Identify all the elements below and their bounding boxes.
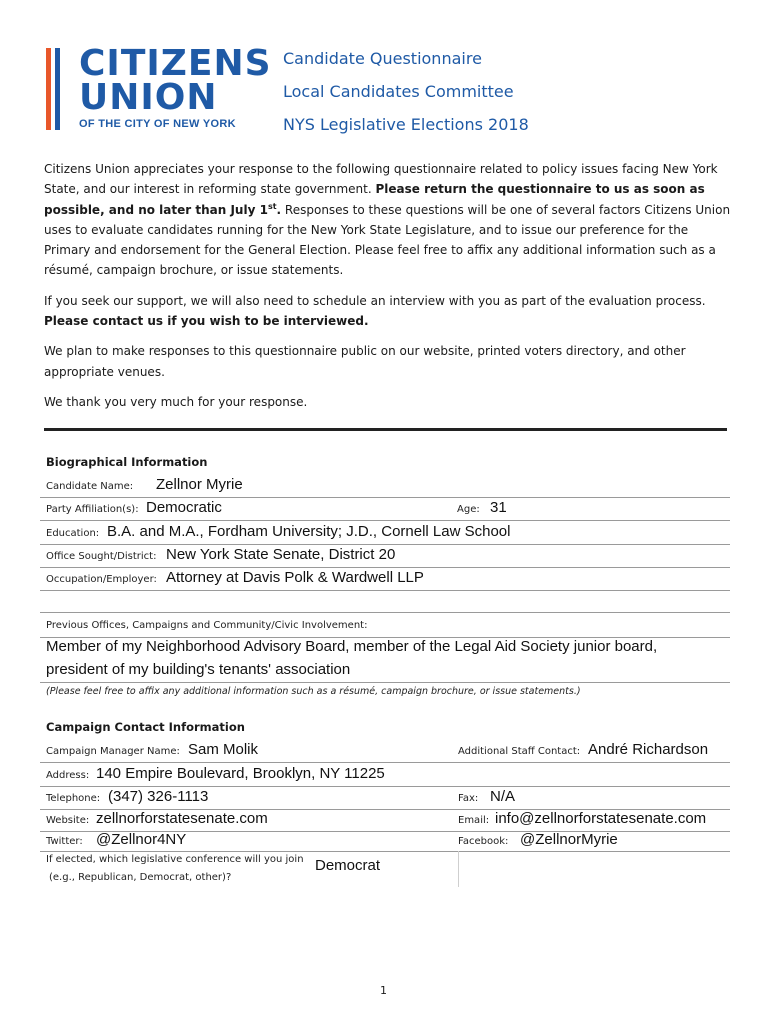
education-value[interactable]: B.A. and M.A., Fordham University; J.D., Cornell Law School — [107, 523, 511, 540]
intro-paragraph-4: We thank you very much for your response. — [44, 394, 308, 409]
document-title: Candidate Questionnaire — [283, 49, 482, 68]
section-divider — [44, 428, 727, 431]
intro-p1-bold: Please return the questionnaire to us as soon as possible, and no later than July 1 — [44, 182, 705, 217]
intro-text — [44, 159, 732, 422]
previous-label: Previous Offices, Campaigns and Community/Civic Involvement: — [46, 620, 368, 631]
facebook-label: Facebook: — [458, 836, 509, 847]
education-row — [40, 520, 730, 545]
manager-value[interactable]: Sam Molik — [188, 741, 259, 758]
previous-row-2 — [40, 660, 730, 683]
intro-paragraph-1: Citizens Union appreciates your response to the following questionnaire related to policy issues facing New York State, and our interest in reforming state government. Please return the questionnaire to us as soon as possible, and no later than July 1st. Responses to these questions will be one of several factors Citizens Union uses to evaluate candidates running for the New York State Legislature, and to issue our preference for the Primary and endorsement for the General Election. Please feel free to affix any additional information such as a résumé, campaign brochure, or issue statements. — [44, 162, 731, 278]
candidate-name-value[interactable]: Zellnor Myrie — [156, 476, 243, 493]
manager-label: Campaign Manager Name: — [46, 746, 180, 757]
office-value[interactable]: New York State Senate, District 20 — [166, 546, 396, 563]
facebook-value[interactable]: @ZellnorMyrie — [520, 831, 618, 848]
website-label: Website: — [46, 815, 90, 826]
intro-p2-text: If you seek our support, we will also need to schedule an interview with you as part of the evaluation process. — [44, 293, 706, 308]
education-label: Education: — [46, 528, 100, 539]
contact-heading: Campaign Contact Information — [46, 720, 245, 734]
previous-label-row — [40, 612, 730, 638]
email-value[interactable]: info@zellnorforstatesenate.com — [495, 810, 707, 827]
committee-name: Local Candidates Committee — [283, 82, 514, 101]
phone-row — [40, 786, 730, 810]
conference-divider — [458, 851, 459, 887]
intro-paragraph-3: We plan to make responses to this questionnaire public on our website, printed voters directory, and other appropriate venues. — [44, 344, 686, 379]
party-age-row — [40, 497, 730, 521]
fax-value[interactable]: N/A — [490, 788, 516, 805]
intro-p1-text: Citizens Union appreciates your response to the following questionnaire related to policy issues facing New York State, and our interest in reforming state government. — [44, 162, 718, 197]
office-label: Office Sought/District: — [46, 551, 157, 562]
fax-label: Fax: — [458, 793, 479, 804]
staff-value[interactable]: André Richardson — [588, 741, 709, 758]
logo-bar-orange — [46, 48, 51, 130]
conference-label-2: (e.g., Republican, Democrat, other)? — [49, 872, 232, 883]
citizens-union-logo — [46, 43, 272, 132]
page-number: 1 — [380, 984, 387, 997]
phone-label: Telephone: — [46, 793, 101, 804]
conference-value[interactable]: Democrat — [315, 857, 381, 874]
party-value[interactable]: Democratic — [146, 499, 222, 516]
website-value[interactable]: zellnorforstatesenate.com — [96, 810, 268, 827]
affix-note: (Please feel free to affix any additional information such as a résumé, campaign brochure, or issue statements.) — [46, 686, 581, 697]
logo-word-citizens: CITIZENS — [79, 43, 272, 84]
phone-value[interactable]: (347) 326-1113 — [108, 788, 209, 805]
intro-p1-rest: Responses to these questions will be one of several factors Citizens Union uses to evaluate candidates running for the New York State Legislature, and to issue our preference for the Primary and endorsement for the General Election. Please feel free to affix any additional information such as a résumé, campaign brochure, or issue statements. — [44, 202, 731, 278]
social-row — [40, 831, 730, 852]
address-value[interactable]: 140 Empire Boulevard, Brooklyn, NY 11225 — [96, 765, 385, 782]
website-row — [40, 809, 730, 832]
election-name: NYS Legislative Elections 2018 — [283, 115, 529, 134]
intro-p1-sup: st — [267, 201, 277, 211]
candidate-name-row — [40, 473, 730, 498]
blank-row — [40, 590, 730, 613]
occupation-value[interactable]: Attorney at Davis Polk & Wardwell LLP — [166, 569, 424, 586]
document-header — [283, 48, 529, 147]
logo-subtitle: OF THE CITY OF NEW YORK — [79, 118, 236, 130]
occupation-row — [40, 567, 730, 591]
email-label: Email: — [458, 815, 490, 826]
party-label: Party Affiliation(s): — [46, 504, 139, 515]
twitter-value[interactable]: @Zellnor4NY — [96, 831, 187, 848]
previous-value-line-1[interactable]: Member of my Neighborhood Advisory Board, member of the Legal Aid Society junior board, — [46, 638, 658, 655]
age-label: Age: — [457, 504, 480, 515]
address-label: Address: — [46, 770, 90, 781]
previous-value-line-2[interactable]: president of my building's tenants' association — [46, 661, 351, 678]
age-value[interactable]: 31 — [490, 499, 507, 516]
logo-word-union: UNION — [79, 77, 218, 118]
conference-label-1: If elected, which legislative conference will you join — [46, 854, 304, 865]
bio-heading: Biographical Information — [46, 455, 208, 469]
address-row — [40, 762, 730, 787]
twitter-label: Twitter: — [46, 836, 83, 847]
intro-paragraph-2 — [44, 291, 732, 332]
logo-bar-blue — [55, 48, 60, 130]
occupation-label: Occupation/Employer: — [46, 574, 157, 585]
office-row — [40, 544, 730, 568]
intro-p2-bold: Please contact us if you wish to be interviewed. — [44, 314, 369, 329]
staff-label: Additional Staff Contact: — [458, 746, 581, 757]
candidate-name-label: Candidate Name: — [46, 481, 134, 492]
manager-row — [40, 738, 730, 763]
